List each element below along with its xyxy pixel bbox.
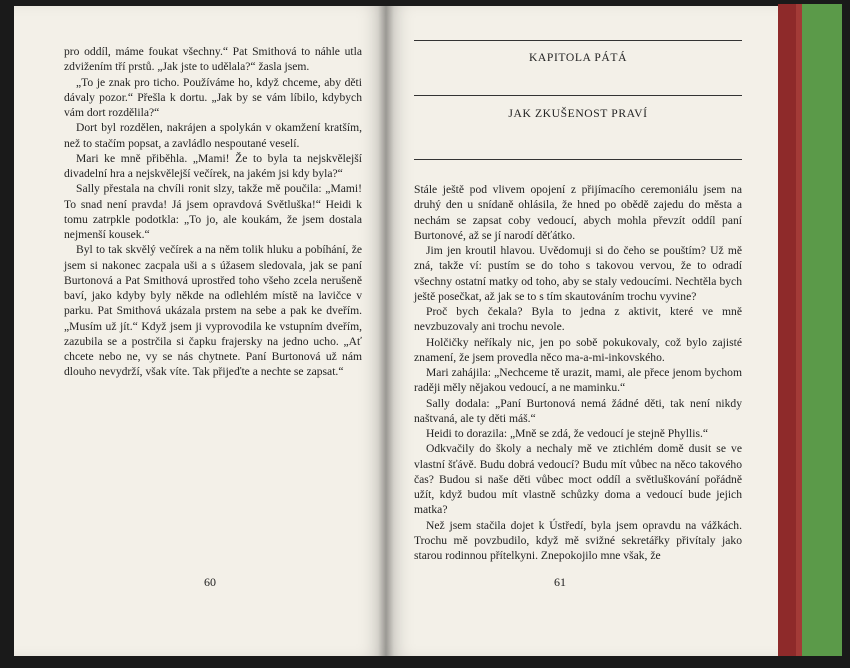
rule-top [414, 40, 742, 41]
page-number: 61 [554, 575, 566, 589]
paragraph: Byl to tak skvělý večírek a na něm tolik hluku a pobíhání, že jsem si nakonec zacpala uši a s úžasem sledovala, jak se paní Burtonová a Pat Smithová uprostřed toho všeho zcela nerušeně baví, jako kdyby byly někde na odlehlém místě na lavičce v parku. Pat Smithová ukázala prstem na sebe a pak ke dveřím. „Musím už jít.“ Když jsem ji vyprovodila ke vstupním dveřím, zazubila se a postrčila si čapku frajersky na jedno ucho. „Ať chcete nebo ne, vy se nás chytnete. Paní Burtonová už nám dlouho nevydrží, však víte. Tak přijeďte a nechte se zapsat.“ [64, 243, 362, 379]
paragraph: Mari zahájila: „Nechceme tě urazit, mami, ale přece jenom bychom raději měly nějakou vedoucí, a ne maminku.“ [414, 366, 742, 395]
book-gutter [378, 6, 394, 656]
right-page [386, 6, 779, 656]
paragraph: Jim jen kroutil hlavou. Uvědomuji si do čeho se pouštím? Už mě zná, takže ví: pustím se do toho s takovou vervou, že to odradí všechny ostatní matky od toho, aby se staly vedoucími. Nechtěla bych ještě posečkat, až jak se to s tím skautováním trochu vyvine? [414, 244, 742, 303]
paragraph: Stále ještě pod vlivem opojení z přijímacího ceremoniálu jsem na druhý den u snídaně ohlásila, že hned po obědě zajedu do města a nechám se zapsat coby vedoucí, abych mohla převzít oddíl paní Burtonové, až se jí narodí děťátko. [414, 183, 742, 242]
rule-middle [414, 95, 742, 96]
paragraph: Proč bych čekala? Byla to jedna z aktivit, které ve mně nevzbuzovaly ani trochu nevole. [414, 305, 742, 334]
page-number: 60 [204, 575, 216, 589]
paragraph: pro oddíl, máme foukat všechny.“ Pat Smithová to náhle utla zdvižením tří prstů. „Jak jste to udělala?“ žasla jsem. [64, 45, 362, 74]
chapter-title: JAK ZKUŠENOST PRAVÍ [508, 107, 648, 120]
paragraph: Odkvačily do školy a nechaly mě ve ztichlém domě dusit se ve vlastní šťávě. Budu dobrá vedoucí? Budu mít vůbec na něco takového čas? Budou si naše děti vůbec moct oddíl a světluškování pořádně užít, když budou mít vlastně schůzky doma a vedoucí bude jejich matka? [414, 442, 742, 517]
chapter-label: KAPITOLA PÁTÁ [528, 51, 628, 64]
book-cover-edge [778, 4, 796, 656]
background-strip [802, 4, 842, 656]
rule-bottom [414, 159, 742, 160]
left-page [14, 6, 386, 656]
paragraph: Sally přestala na chvíli ronit slzy, takže mě poučila: „Mami! To snad není pravda! Já jsem opravdová Světluška!“ Heidi k tomu zatrpkle podotkla: „To jo, ale koukám, že jsem dostala nejmenší kousek.“ [64, 182, 362, 241]
paragraph: Mari ke mně přiběhla. „Mami! Že to byla ta nejskvělejší divadelní hra a nejskvělejší večírek, na jakém jsi kdy byla?“ [64, 151, 362, 180]
paragraph: Než jsem stačila dojet k Ústředí, byla jsem opravdu na vážkách. Trochu mě povzbudilo, když mě svižné sekretářky přivítaly jako starou rodinnou přítelkyni. Znepokojilo mne však, že [414, 518, 742, 562]
paragraph: „To je znak pro ticho. Používáme ho, když chceme, aby děti dávaly pozor.“ Přešla k dortu. „Jak by se vám líbilo, kdybych vám dort rozdělila?“ [64, 75, 362, 119]
paragraph: Holčičky neříkaly nic, jen po sobě pokukovaly, což bylo zajisté znamení, že jsem provedla něco ma-a-mi-inkovského. [414, 335, 742, 364]
paragraph: Sally dodala: „Paní Burtonová nemá žádné děti, tak není nikdy naštvaná, ale ty děti máš.“ [414, 396, 742, 425]
right-page-body [414, 182, 742, 563]
paragraph: Dort byl rozdělen, nakrájen a spolykán v okamžení kratším, než to stačím popsat, a zavládlo nespoutané veselí. [64, 121, 362, 150]
left-page-body [64, 44, 362, 380]
paragraph: Heidi to dorazila: „Mně se zdá, že vedoucí je stejně Phyllis.“ [426, 427, 709, 440]
